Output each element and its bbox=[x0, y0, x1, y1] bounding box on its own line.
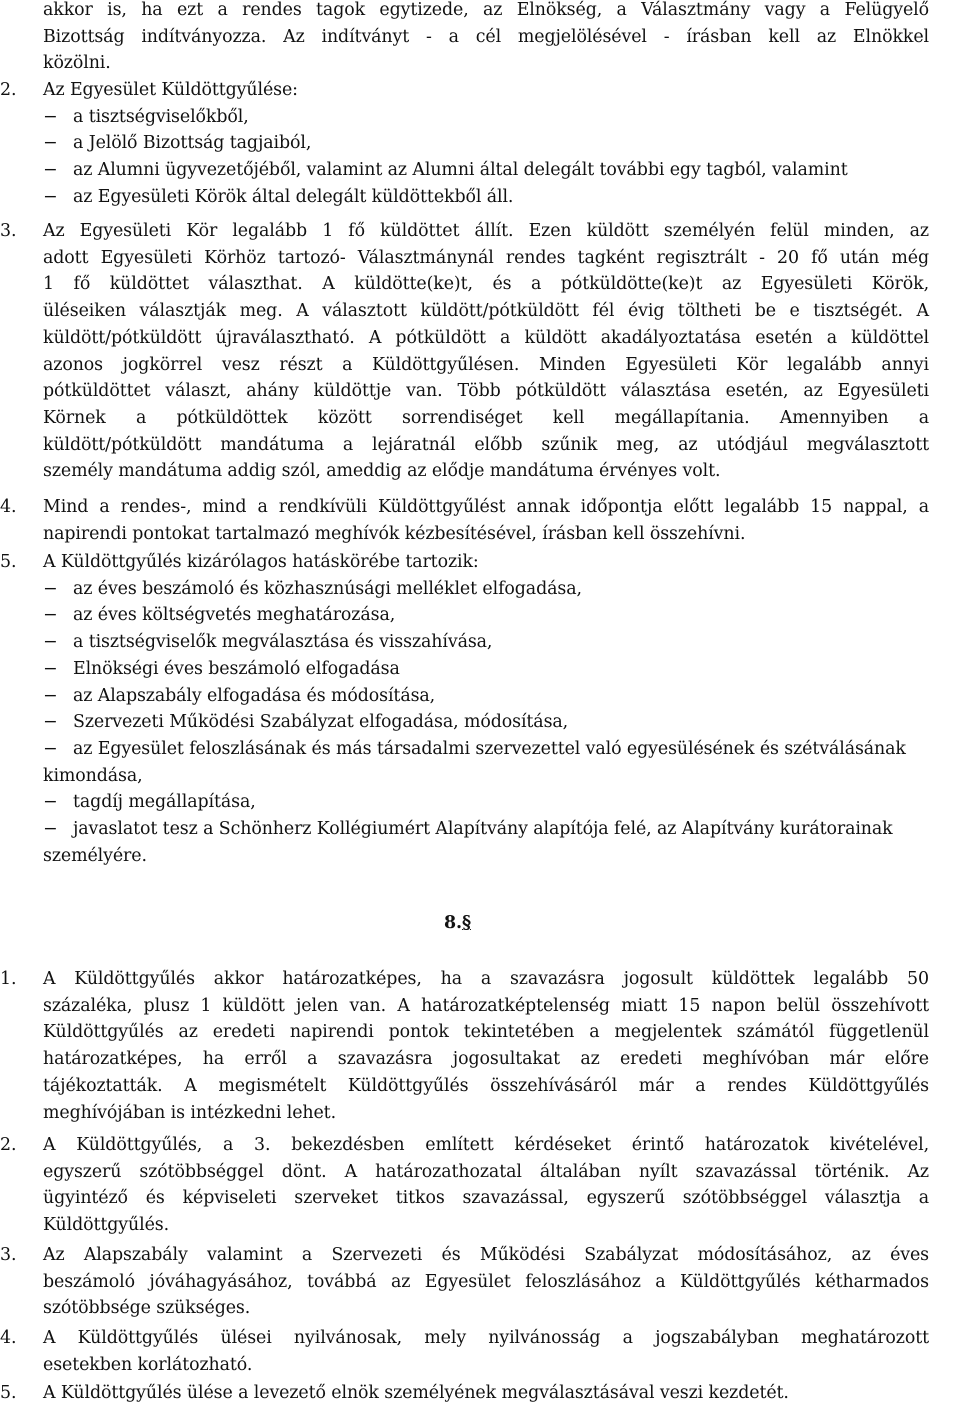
list-item-2 bbox=[0, 77, 929, 211]
item-number: 4. bbox=[0, 1328, 17, 1348]
dash-bullet: − Szervezeti Működési Szabályzat elfogadása, módosítása, bbox=[43, 712, 569, 733]
text-line: A Küldöttgyűlés akkor határozatképes, ha a szavazásra jogosult küldöttek legalább 50 bbox=[43, 969, 929, 989]
dash-bullet: − Elnökségi éves beszámoló elfogadása bbox=[43, 658, 400, 679]
text-line: meghívójában is intézkedni lehet. bbox=[43, 1102, 336, 1123]
dash-bullet: − az Alapszabály elfogadása és módosítása, bbox=[43, 685, 436, 706]
dash-bullet: − az éves beszámoló és közhasznúsági melléklet elfogadása, bbox=[43, 578, 582, 599]
text-line: Mind a rendes-, mind a rendkívüli Küldöttgyűlést annak időpontja előtt legalább 15 nappal, a bbox=[43, 497, 929, 517]
text-line: Küldöttgyűlés. bbox=[43, 1215, 170, 1236]
text-line: akkor is, ha ezt a rendes tagok egytizede, az Elnökség, a Választmány vagy a Felügyelő bbox=[43, 0, 929, 20]
dash-bullet: − az Alumni ügyvezetőjéből, valamint az Alumni által delegált további egy tagból, valamint bbox=[43, 160, 848, 181]
paragraph-mark: § bbox=[461, 913, 471, 933]
dash-bullet: − a tisztségviselők megválasztása és visszahívása, bbox=[43, 632, 493, 653]
item-number: 2. bbox=[0, 80, 17, 100]
dash-bullet: − az Egyesületi Körök által delegált küldöttekből áll. bbox=[43, 186, 514, 207]
item-number: 5. bbox=[0, 1383, 17, 1403]
s8-list-item-2 bbox=[0, 1132, 929, 1239]
section-heading bbox=[444, 910, 471, 937]
dash-bullet: − az Egyesület feloszlásának és más társadalmi szervezettel való egyesülésének és szétválásának bbox=[43, 738, 906, 759]
dash-bullet: − a tisztségviselőkből, bbox=[43, 106, 249, 127]
text-line: küldött/pótküldött mandátuma a lejáratnál előbb szűnik meg, az utódjául megválasztott bbox=[43, 434, 929, 455]
text-line: ügyintéző és képviseleti szerveket titkos szavazással, egyszerű szótöbbséggel választja a bbox=[43, 1188, 929, 1209]
text-line: Az Alapszabály valamint a Szervezeti és Működési Szabályzat módosításához, az éves bbox=[43, 1245, 929, 1265]
text-line: esetekben korlátozható. bbox=[43, 1354, 253, 1375]
section-number: 8. bbox=[444, 913, 462, 933]
item-number: 2. bbox=[0, 1135, 17, 1155]
s8-list-item-1 bbox=[0, 966, 929, 1126]
text-line: személyére. bbox=[43, 845, 147, 866]
paragraph-continuation bbox=[43, 0, 929, 77]
text-line: napirendi pontokat tartalmazó meghívók kézbesítésével, írásban kell összehívni. bbox=[43, 523, 746, 544]
s8-list-item-3 bbox=[0, 1242, 929, 1322]
text-line: határozatképes, ha erről a szavazásra jogosultakat az eredeti meghívóban már előre bbox=[43, 1049, 929, 1070]
item-number: 3. bbox=[0, 1245, 17, 1265]
text-line: A Küldöttgyűlés, a 3. bekezdésben említett kérdéseket érintő határozatok kivételével, bbox=[43, 1135, 929, 1155]
item-number: 5. bbox=[0, 552, 17, 572]
text-line: szótöbbsége szükséges. bbox=[43, 1298, 251, 1319]
text-line: pótküldöttet választ, ahány küldöttje van. Több pótküldött választása esetén, az Egyesületi bbox=[43, 381, 929, 402]
text-line: A Küldöttgyűlés ülése a levezető elnök személyének megválasztásával veszi kezdetét. bbox=[43, 1383, 789, 1403]
text-line: tájékoztatták. A megismételt Küldöttgyűlés összehívásáról már a rendes Küldöttgyűlés bbox=[43, 1075, 929, 1096]
item-number: 3. bbox=[0, 221, 17, 241]
text-line: Bizottság indítványozza. Az indítványt - a cél megjelölésével - írásban kell az Elnökkel bbox=[43, 26, 929, 47]
text-line: Küldöttgyűlés az eredeti napirendi pontok tekintetében a megjelentek számától függetlenül bbox=[43, 1022, 929, 1043]
text-line: 1 fő küldöttet választhat. A küldötte(ke)t, és a pótküldötte(ke)t az Egyesületi Körök, bbox=[43, 274, 929, 295]
text-line: azonos jogkörrel vesz részt a Küldöttgyűlésen. Minden Egyesületi Kör legalább annyi bbox=[43, 354, 929, 375]
text-line: százaléka, plusz 1 küldött jelen van. A határozatképtelenség miatt 15 napon belül összehívott bbox=[43, 995, 929, 1016]
list-item-5 bbox=[0, 549, 929, 869]
item-intro: Az Egyesület Küldöttgyűlése: bbox=[43, 80, 298, 100]
text-line: adott Egyesületi Körhöz tartozó- Választmánynál rendes tagként regisztrált - 20 fő után még bbox=[43, 247, 929, 268]
text-line: Körnek a pótküldöttek között sorrendiséget kell megállapítania. Amennyiben a bbox=[43, 407, 929, 428]
text-line: kimondása, bbox=[43, 765, 143, 786]
dash-bullet: − tagdíj megállapítása, bbox=[43, 792, 256, 813]
text-line: küldött/pótküldött újraválasztható. A pótküldött a küldött akadályoztatása esetén a küldöttel bbox=[43, 327, 929, 348]
item-intro: A Küldöttgyűlés kizárólagos hatáskörébe tartozik: bbox=[43, 552, 479, 572]
text-line: üléseiken választják meg. A választott küldött/pótküldött fél évig töltheti be e tisztségét. A bbox=[43, 301, 929, 322]
list-item-4 bbox=[0, 494, 929, 547]
text-line: egyszerű szótöbbséggel dönt. A határozathozatal általában nyílt szavazással történik. Az bbox=[43, 1161, 929, 1182]
s8-list-item-4 bbox=[0, 1325, 929, 1378]
text-line: közölni. bbox=[43, 53, 111, 74]
item-number: 4. bbox=[0, 497, 17, 517]
item-number: 1. bbox=[0, 969, 17, 989]
list-item-3 bbox=[0, 218, 929, 485]
text-line: A Küldöttgyűlés ülései nyilvánosak, mely nyilvánosság a jogszabályban meghatározott bbox=[43, 1328, 929, 1348]
dash-bullet: − az éves költségvetés meghatározása, bbox=[43, 605, 396, 626]
text-line: beszámoló jóváhagyásához, továbbá az Egyesület feloszlásához a Küldöttgyűlés kétharmados bbox=[43, 1271, 929, 1292]
s8-list-item-5 bbox=[0, 1380, 929, 1407]
text-line: Az Egyesületi Kör legalább 1 fő küldöttet állít. Ezen küldött személyén felül minden, az bbox=[43, 221, 929, 241]
text-line: személy mandátuma addig szól, ameddig az elődje mandátuma érvényes volt. bbox=[43, 461, 721, 482]
dash-bullet: − a Jelölő Bizottság tagjaiból, bbox=[43, 133, 312, 154]
dash-bullet: − javaslatot tesz a Schönherz Kollégiumért Alapítvány alapítója felé, az Alapítvány kurátorainak bbox=[43, 819, 893, 840]
